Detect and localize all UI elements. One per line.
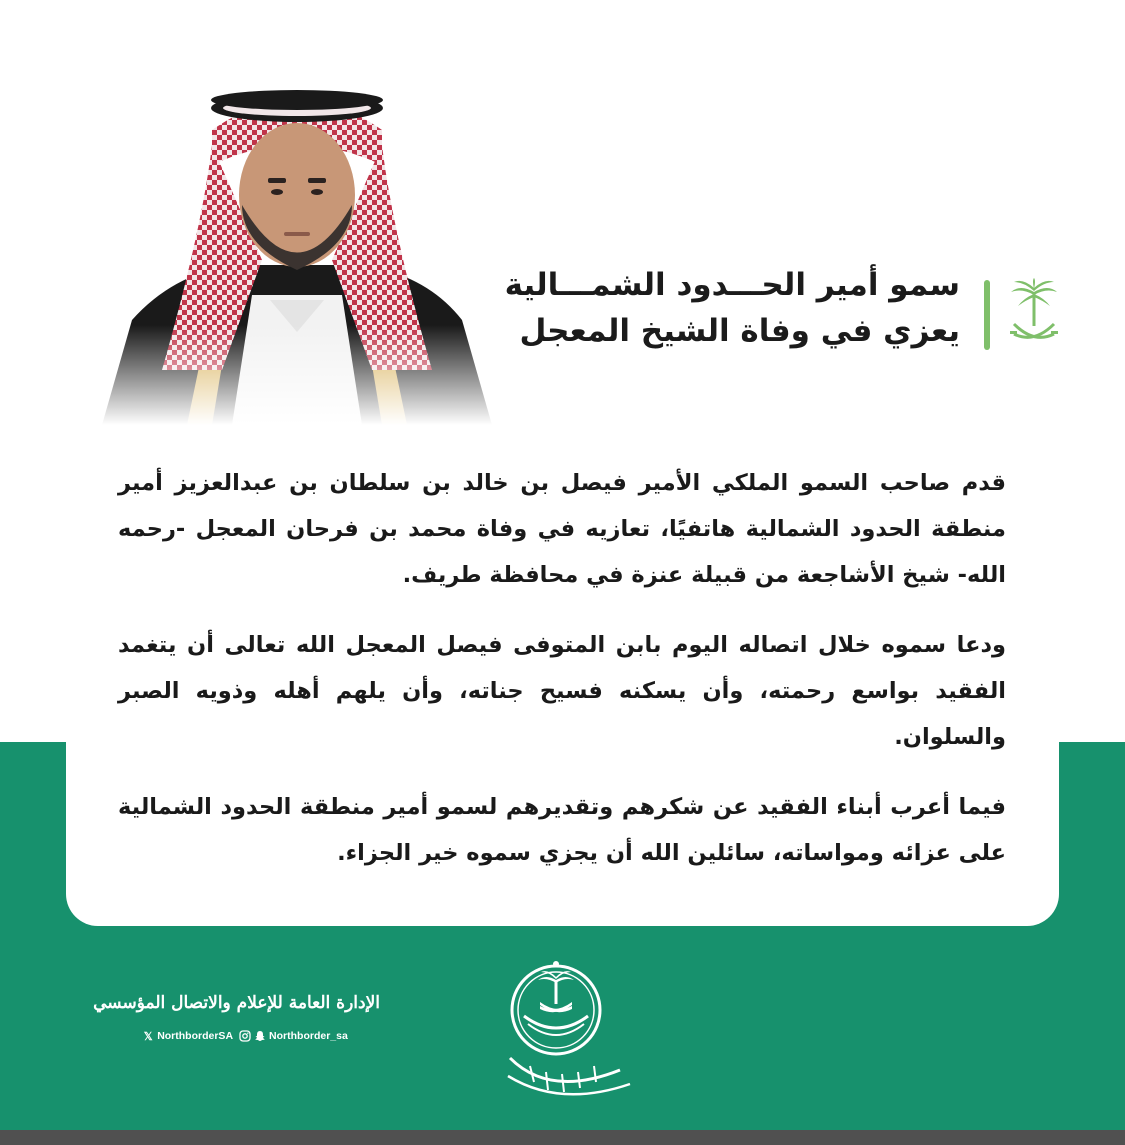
title-divider [984, 280, 990, 350]
prince-portrait [92, 70, 502, 425]
bottom-strip [0, 1130, 1125, 1145]
footer-branding [93, 988, 380, 1043]
region-logo-icon [490, 958, 638, 1108]
article-body [118, 460, 1006, 900]
social-handles [110, 1030, 380, 1042]
paragraph-2: ودعا سموه خلال اتصاله اليوم بابن المتوفى فيصل المعجل الله تعالى أن يتغمد الفقيد بواسع رحمته، وأن يسكنه فسيح جناته، وأن يلهم أهله وذويه الصبر والسلوان. [118, 632, 1006, 750]
paragraph-3: فيما أعرب أبناء الفقيد عن شكرهم وتقديرهم لسمو أمير منطقة الحدود الشمالية على عزائه ومواساته، سائلين الله أن يجزي سموه خير الجزاء. [118, 794, 1006, 866]
headline-line-1: سمو أمير الحـــدود الشمـــالية [504, 267, 960, 303]
saudi-emblem-icon [1008, 278, 1060, 348]
x-icon: 𝕏 [143, 1030, 153, 1043]
other-handle: Northborder_sa [269, 1030, 348, 1042]
instagram-snapchat-account[interactable] [239, 1030, 348, 1042]
x-account[interactable] [142, 1030, 233, 1042]
snapchat-icon [254, 1030, 266, 1042]
paragraph-1: قدم صاحب السمو الملكي الأمير فيصل بن خالد بن سلطان بن عبدالعزيز أمير منطقة الحدود الشمالية هاتفيًا، تعازيه في وفاة محمد بن فرحان المعجل -رحمه الله- شيخ الأشاجعة من قبيلة عنزة في محافظة طريف. [118, 470, 1006, 588]
org-name: الإدارة العامة للإعلام والاتصال المؤسسي [93, 993, 380, 1013]
x-handle: NorthborderSA [157, 1030, 234, 1042]
headline [504, 262, 960, 354]
instagram-icon [239, 1030, 251, 1042]
headline-line-2: يعزي في وفاة الشيخ المعجل [519, 313, 960, 349]
